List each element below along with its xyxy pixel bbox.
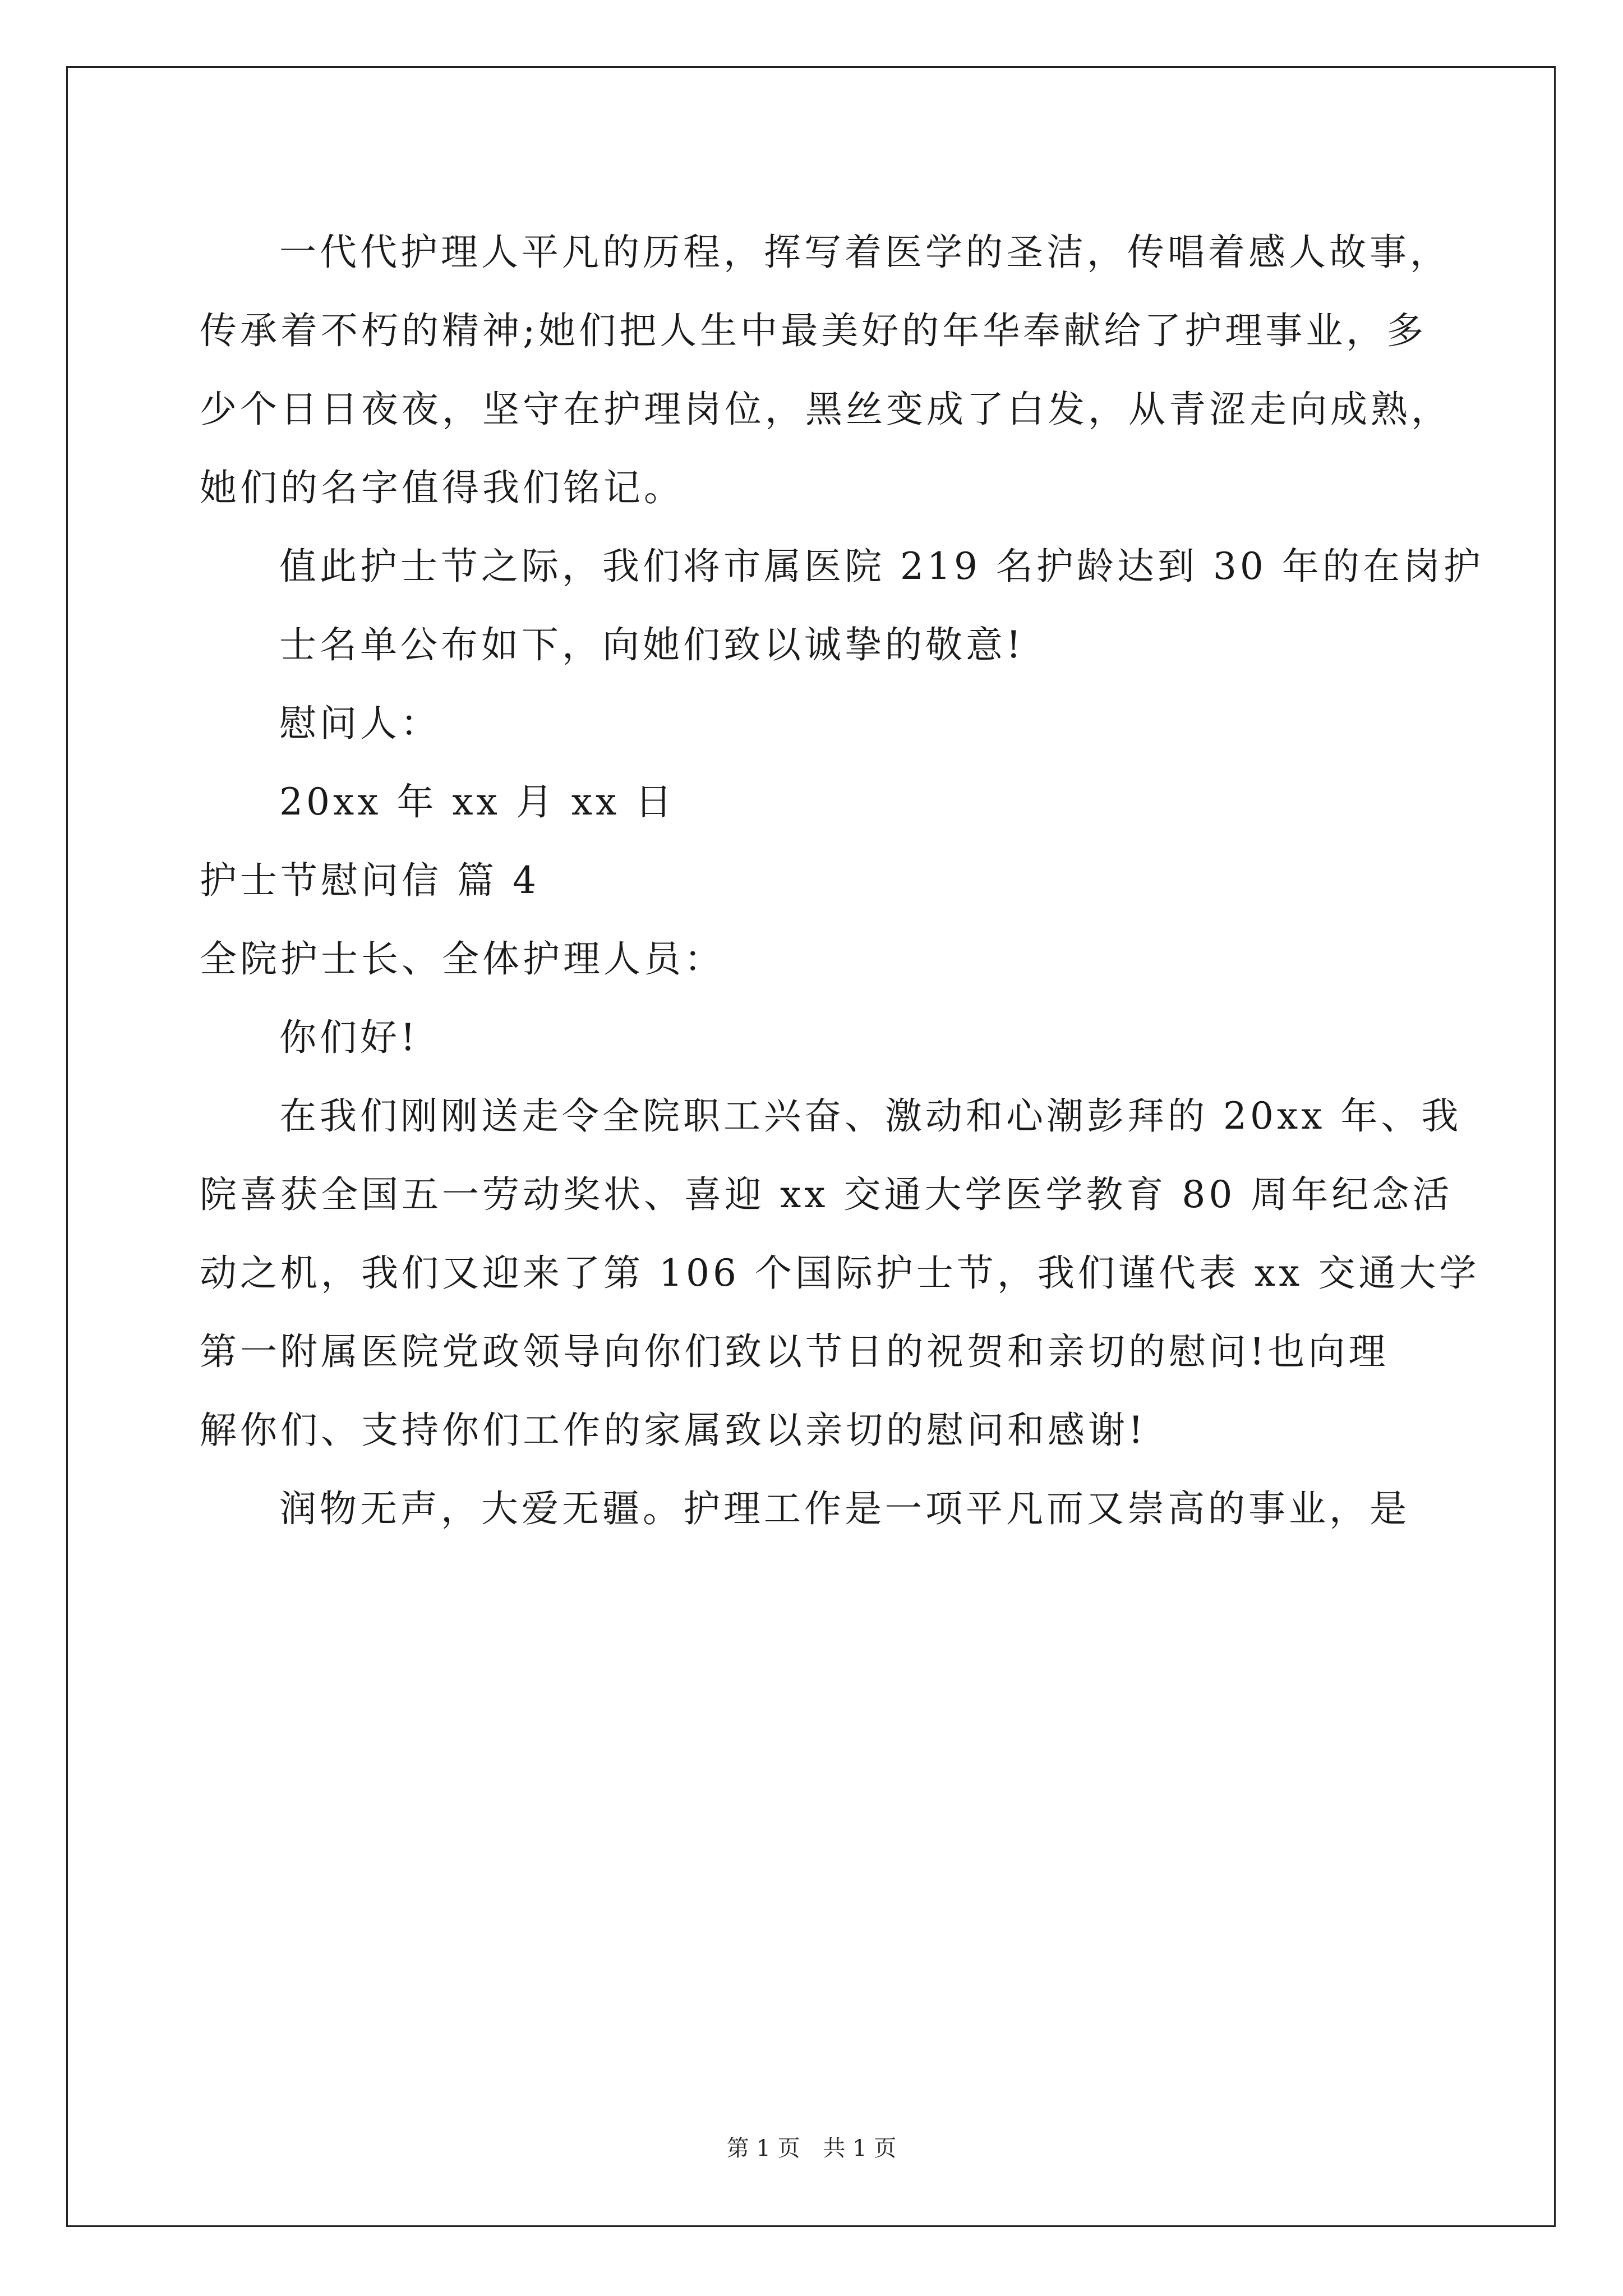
greeting: 你们好!	[279, 1016, 419, 1059]
text-line: 院喜获全国五一劳动奖状、喜迎 xx 交通大学医学教育 80 周年纪念活	[200, 1173, 1453, 1216]
salutation: 全院护士长、全体护理人员：	[200, 937, 725, 981]
date-line: 20xx 年 xx 月 xx 日	[279, 780, 676, 823]
section-heading: 护士节慰问信 篇 4	[200, 859, 540, 902]
text-line: 少个日日夜夜，坚守在护理岗位，黑丝变成了白发，从青涩走向成熟，	[200, 388, 1451, 431]
text-line: 一代代护理人平凡的历程，挥写着医学的圣洁，传唱着感人故事，	[279, 231, 1450, 274]
text-line: 慰问人：	[279, 702, 441, 745]
text-line: 润物无声，大爱无疆。护理工作是一项平凡而又崇高的事业，是	[279, 1487, 1410, 1530]
text-line: 在我们刚刚送走令全院职工兴奋、激动和心潮彭拜的 20xx 年、我	[279, 1094, 1462, 1138]
text-line: 动之机，我们又迎来了第 106 个国际护士节，我们谨代表 xx 交通大学	[200, 1251, 1480, 1295]
text-line: 值此护士节之际，我们将市属医院 219 名护龄达到 30 年的在岗护	[279, 545, 1484, 588]
text-line: 第一附属医院党政领导向你们致以节日的祝贺和亲切的慰问!也向理	[200, 1330, 1389, 1373]
text-line: 士名单公布如下，向她们致以诚挚的敬意!	[279, 623, 1025, 666]
page-number: 第 1 页	[726, 2136, 800, 2161]
text-line: 传承着不朽的精神;她们把人生中最美好的年华奉献给了护理事业，多	[200, 309, 1427, 352]
text-line: 解你们、支持你们工作的家属致以亲切的慰问和感谢!	[200, 1409, 1147, 1452]
text-line: 她们的名字值得我们铭记。	[200, 466, 684, 509]
page-total: 共 1 页	[823, 2136, 897, 2161]
page-footer	[0, 2132, 1623, 2165]
